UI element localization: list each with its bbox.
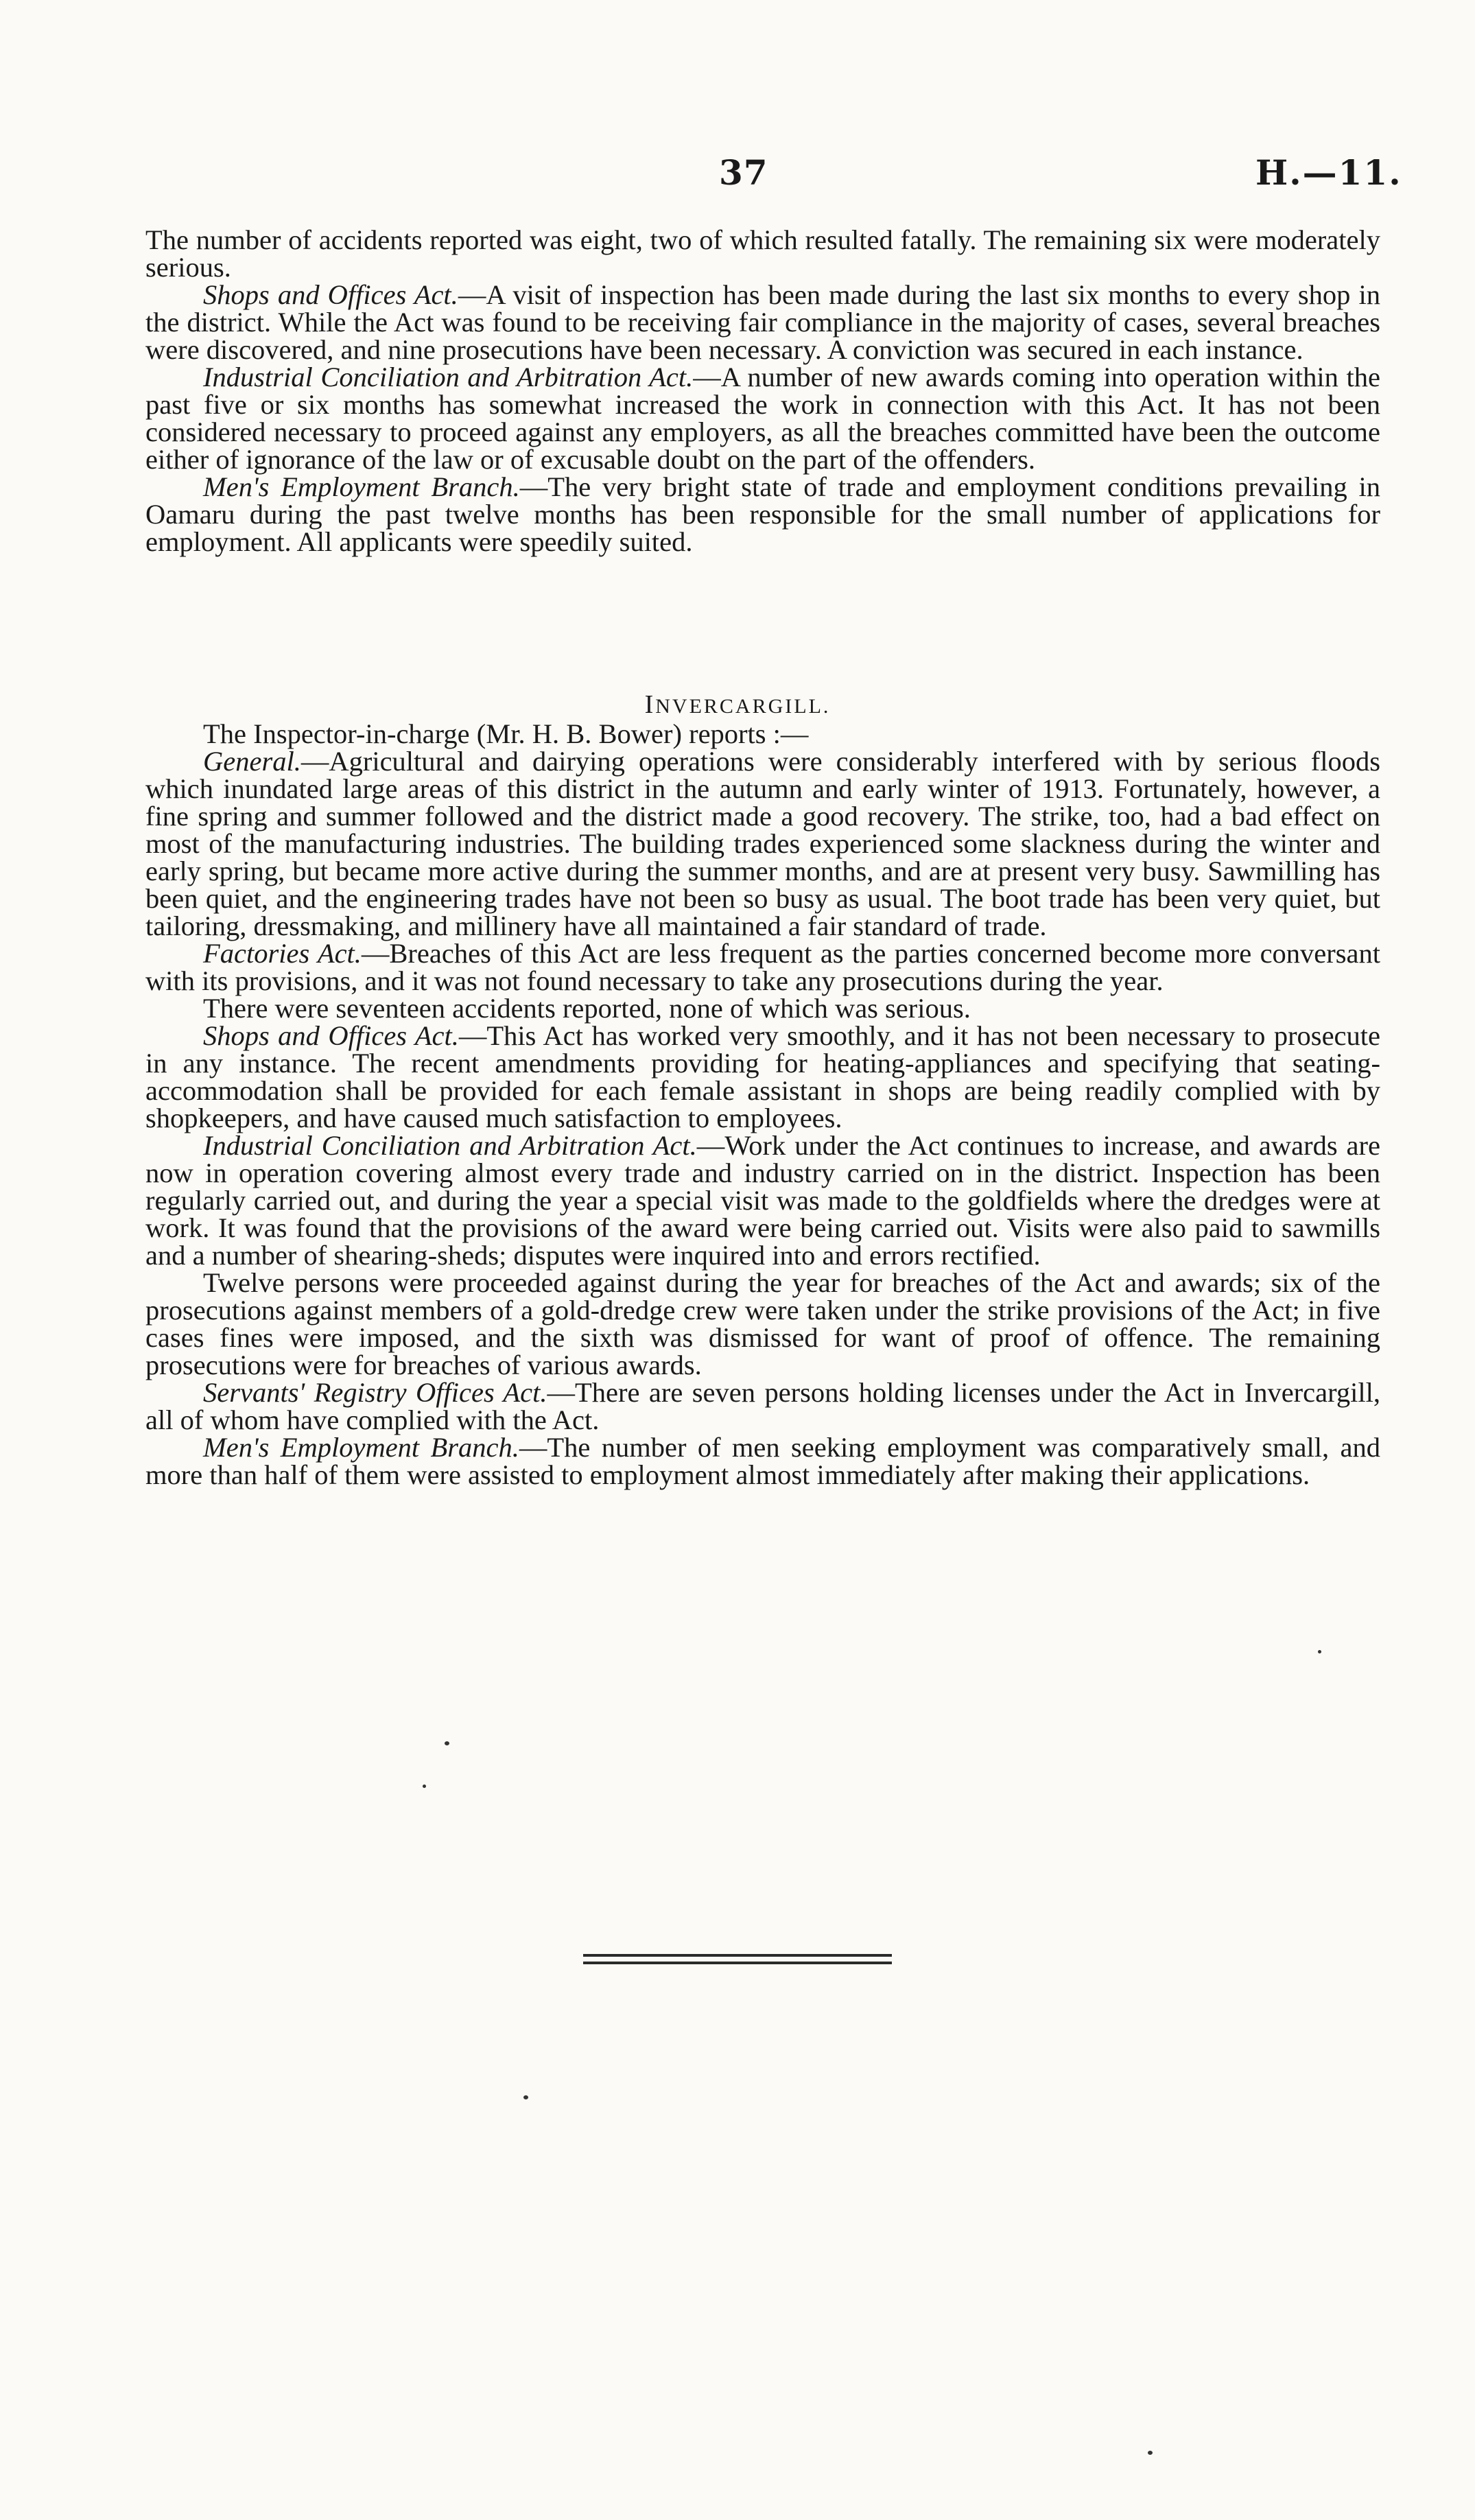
shops-offices-text-2: —This Act has worked very smoothly, and it has not been necessary to prosecute in any instance. The recent amendments providing for heating-appliances and specifying that seating-accommodation shall be provided for each female assistant in shops are being readily complied with by shopkeepers, and have caused much satisfaction to employees. [145,1020,1380,1133]
factories-paragraph [145,940,1380,995]
ica-title-2: Industrial Conciliation and Arbitration Act. [203,1130,697,1161]
ica-title: Industrial Conciliation and Arbitration Act. [203,362,694,392]
end-rule-line-2 [583,1962,892,1964]
mens-employment-title: Men's Employment Branch. [203,471,520,502]
oamaru-report-continued [145,226,1380,556]
mens-employment-paragraph [145,473,1380,556]
mens-employment-title-2: Men's Employment Branch. [203,1432,519,1463]
paper-speck [1148,2451,1153,2455]
heading-initial: I [644,690,656,719]
servants-registry-title: Servants' Registry Offices Act. [203,1377,547,1408]
end-rule-line-1 [583,1954,892,1957]
paper-speck [445,1741,449,1745]
factories-title: Factories Act. [203,938,362,969]
heading-rest: NVERCARGILL. [655,695,831,718]
shops-offices-paragraph-2 [145,1022,1380,1132]
general-title: General. [203,746,301,777]
ica-paragraph-2 [145,1132,1380,1269]
servants-registry-paragraph [145,1379,1380,1434]
end-rule [583,1954,892,1969]
shops-offices-paragraph [145,281,1380,364]
mens-employment-text: —The very bright state of trade and employment conditions prevailing in Oamaru during the past twelve months has been responsible for the small number of applications for employment. All applicants were speedily suited. [145,471,1380,557]
shops-offices-title-2: Shops and Offices Act. [203,1020,459,1051]
accidents-paragraph: The number of accidents reported was eight, two of which resulted fatally. The remaining six were moderately serious. [145,224,1380,283]
paper-speck [523,2095,528,2099]
accidents-paragraph-2: There were seventeen accidents reported, none of which was serious. [203,993,971,1024]
general-text: —Agricultural and dairying operations were considerably interfered with by serious floods which inundated large areas of this district in the autumn and early winter of 1913. Fortunately, however, a fine spring and summer followed and the district made a good recovery. The strike, too, had a bad effect on most of the manufacturing industries. The building trades experienced some slackness during the winter and early spring, but became more active during the summer months, and are at present very busy. Sawmilling has been quiet, and the engineering trades have not been so busy as usual. The boot trade has been very quiet, but tailoring, dressmaking, and millinery have all maintained a fair standard of trade. [145,746,1380,941]
document-reference: H.—11. [1255,152,1402,193]
section-heading-invercargill [0,690,1475,720]
mens-employment-text-2: —The number of men seeking employment was comparatively small, and more than half of them were assisted to employment almost immediately after making their applications. [145,1432,1380,1490]
paper-speck [1318,1650,1321,1653]
paper-speck [423,1785,426,1788]
shops-offices-title: Shops and Offices Act. [203,279,458,310]
shops-offices-text: —A visit of inspection has been made during the last six months to every shop in the district. While the Act was found to be receiving fair compliance in the majority of cases, several breaches were discovered, and nine prosecutions have been necessary. A conviction was secured in each instance. [145,279,1380,365]
page-number: 37 [719,152,768,193]
ica-paragraph [145,364,1380,473]
mens-employment-paragraph-2 [145,1434,1380,1489]
factories-text: —Breaches of this Act are less frequent as the parties concerned become more conversant with its provisions, and it was not found necessary to take any prosecutions during the year. [145,938,1381,996]
prosecutions-paragraph: Twelve persons were proceeded against during the year for breaches of the Act and awards; six of the prosecutions against members of a gold-dredge crew were taken under the strike provisions of the Act; in five cases fines were imposed, and the sixth was dismissed for want of proof of offence. The remaining prosecutions were for breaches of various awards. [145,1267,1380,1380]
invercargill-report [145,720,1380,1489]
ica-text: —A number of new awards coming into operation within the past five or six months has somewhat increased the work in connection with this Act. It has not been considered necessary to proceed against any employers, as all the breaches committed have been the outcome either of ignorance of the law or of excusable doubt on the part of the offenders. [145,362,1380,475]
servants-registry-text: —There are seven persons holding licenses under the Act in Invercargill, all of whom have complied with the Act. [145,1377,1380,1435]
intro-paragraph: The Inspector-in-charge (Mr. H. B. Bower) reports :— [203,718,809,749]
ica-text-2: —Work under the Act continues to increase, and awards are now in operation covering almost every trade and industry carried on in the district. Inspection has been regularly carried out, and during the year a special visit was made to the goldfields where the dredges were at work. It was found that the provisions of the award were being carried out. Visits were also paid to sawmills and a number of shearing-sheds; disputes were inquired into and errors rectified. [145,1130,1380,1271]
general-paragraph [145,748,1380,940]
